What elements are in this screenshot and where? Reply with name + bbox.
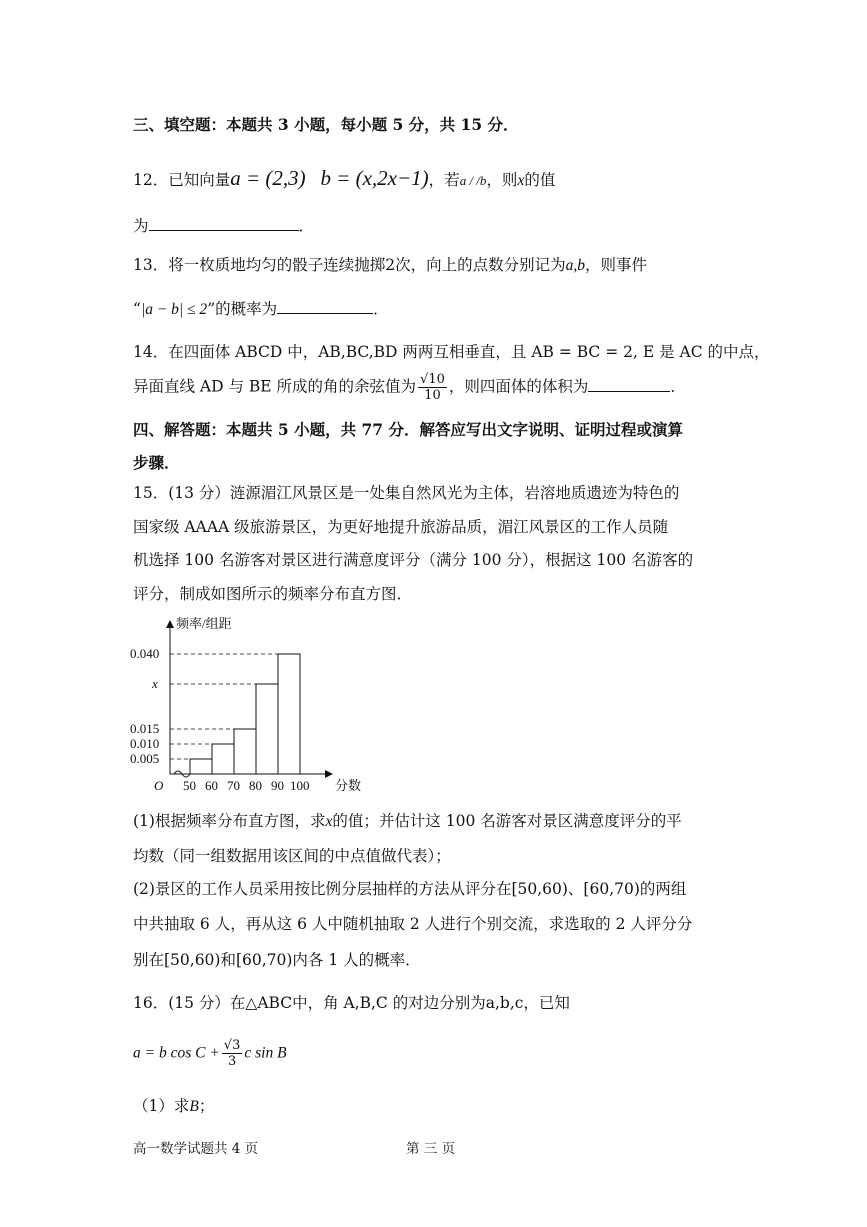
question-16-line1: 16．(15 分）在△ABC中，角 A,B,C 的对边分别为a,b,c，已知 bbox=[133, 994, 570, 1012]
question-15-line2: 国家级 AAAA 级旅游景区，为更好地提升旅游品质，湄江风景区的工作人员随 bbox=[133, 518, 669, 536]
answer-blank-14[interactable] bbox=[588, 376, 670, 392]
question-15-line3: 机选择 100 名游客对景区进行满意度评分（满分 100 分），根据这 100 名游客的 bbox=[133, 551, 694, 569]
x-axis-arrow bbox=[325, 770, 333, 778]
y-tick-label: 0.005 bbox=[130, 751, 160, 766]
section-4-heading-line2: 步骤． bbox=[133, 453, 180, 472]
x-tick-label: 50 bbox=[183, 778, 196, 793]
histogram-bar bbox=[190, 759, 212, 774]
question-15-sub2-line2: 中共抽取 6 人，再从这 6 人中随机抽取 2 人进行个别交流，求选取的 2 人评分分 bbox=[133, 915, 693, 933]
y-axis-arrow bbox=[166, 620, 174, 628]
question-15-sub2-line3: 别在[50,60)和[60,70)内各 1 人的概率． bbox=[133, 951, 421, 969]
sqrt3-fraction: $\frac{√3}{3}$ bbox=[223, 1038, 241, 1069]
question-13-line2: “|a − b| ≤ 2”的概率为 ． bbox=[133, 300, 389, 318]
frequency-histogram bbox=[125, 612, 365, 802]
x-tick-label: 70 bbox=[227, 778, 240, 793]
answer-blank-13[interactable] bbox=[277, 298, 373, 314]
x-tick-label: 100 bbox=[290, 778, 310, 793]
footer-page-number: 第 三 页 bbox=[406, 1141, 456, 1157]
x-tick-label: 90 bbox=[271, 778, 284, 793]
cosine-fraction: $\frac{√10}{10}$ bbox=[420, 372, 445, 403]
event-expression: |a − b| ≤ 2 bbox=[140, 301, 208, 318]
question-15-sub1-line1: (1)根据频率分布直方图，求x的值；并估计这 100 名游客对景区满意度评分的平 bbox=[133, 812, 682, 830]
histogram-bar bbox=[278, 654, 300, 774]
footer-page-count: 高一数学试题共 4 页 bbox=[133, 1141, 259, 1157]
question-16-formula: a = b cos C + $\frac{√3}{3}$ c sin B bbox=[133, 1038, 287, 1069]
y-axis-label: 频率/组距 bbox=[176, 616, 232, 631]
x-axis-label: 分数 bbox=[335, 778, 362, 793]
question-14-line2: 异面直线 AD 与 BE 所成的角的余弦值为 $\frac{√10}{10}$ ，则四面体的体积为 ． bbox=[133, 372, 686, 403]
question-13-line1: 13．将一枚质地均匀的骰子连续抛掷2次，向上的点数分别记为a,b，则事件 bbox=[133, 256, 647, 274]
vector-b: b = (x,2x−1) bbox=[320, 166, 429, 190]
section-4-heading-line1: 四、解答题：本题共 5 小题，共 77 分．解答应写出文字说明、证明过程或演算 bbox=[133, 420, 683, 439]
question-14-line1: 14．在四面体 ABCD 中，AB,BC,BD 两两互相垂直，且 AB = BC = 2, E 是 AC 的中点， bbox=[133, 343, 770, 361]
x-tick-label: 80 bbox=[249, 778, 262, 793]
histogram-bar bbox=[234, 729, 256, 774]
origin-label: O bbox=[154, 778, 164, 793]
y-tick-label: 0.015 bbox=[130, 721, 160, 736]
histogram-bar bbox=[212, 744, 234, 774]
histogram-bar bbox=[256, 684, 278, 774]
y-tick-label: x bbox=[152, 676, 158, 691]
question-15-line4: 评分，制成如图所示的频率分布直方图． bbox=[133, 585, 413, 603]
answer-blank-12[interactable] bbox=[149, 215, 299, 231]
question-12-line1: 12．已知向量a = (2,3) b = (x,2x−1)，若a / /b，则x的值 bbox=[133, 166, 556, 190]
y-tick-label: 0.040 bbox=[130, 646, 160, 661]
question-15-line1: 15．(13 分）涟源湄江风景区是一处集自然风光为主体，岩溶地质遗迹为特色的 bbox=[133, 484, 680, 502]
question-15-sub2-line1: (2)景区的工作人员采用按比例分层抽样的方法从评分在[50,60)、[60,70)的两组 bbox=[133, 880, 687, 898]
x-tick-label: 60 bbox=[205, 778, 218, 793]
question-12-line2: 为 ． bbox=[133, 217, 315, 235]
question-15-sub1-line2: 均数（同一组数据用该区间的中点值做代表）； bbox=[133, 847, 451, 865]
question-16-sub1: （1）求B； bbox=[133, 1097, 215, 1115]
section-3-heading: 三、填空题：本题共 3 小题，每小题 5 分，共 15 分． bbox=[133, 115, 519, 134]
y-tick-label: 0.010 bbox=[130, 736, 160, 751]
vector-a: a = (2,3) bbox=[230, 166, 306, 190]
